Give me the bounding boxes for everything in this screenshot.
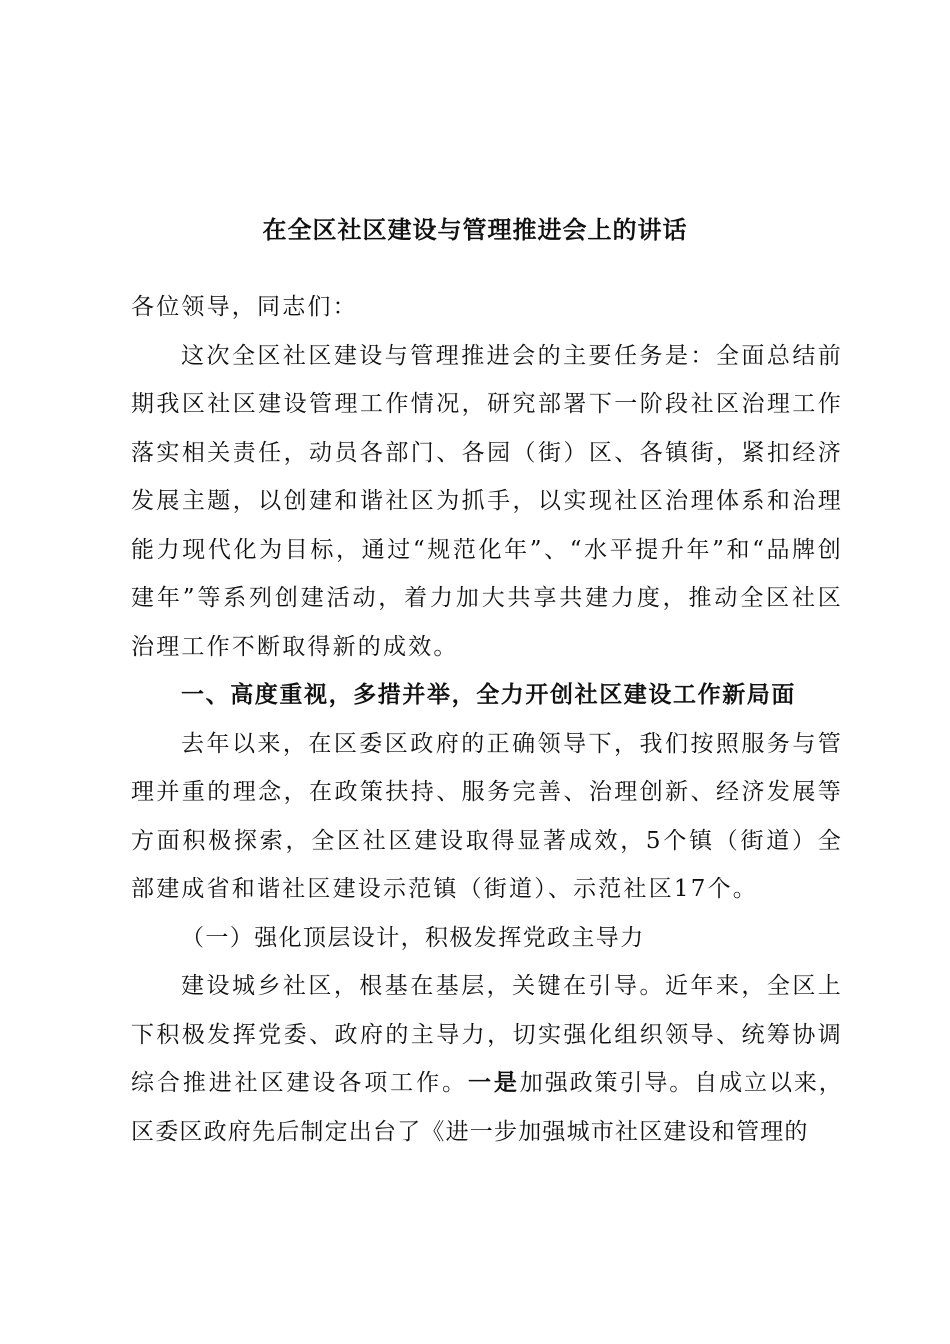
section-heading-1: 一、高度重视，多措并举，全力开创社区建设工作新局面	[181, 681, 796, 708]
document-body	[131, 283, 843, 1156]
subsection-1-text-end: 加强政策引导。自成立以来，区委区政府先后制定出台了《进一步加强城市社区建设和管理的	[131, 1070, 843, 1145]
document-title: 在全区社区建设与管理推进会上的讲话	[262, 215, 688, 244]
intro-paragraph: 这次全区社区建设与管理推进会的主要任务是：全面总结前期我区社区建设管理工作情况，研究部署下一阶段社区治理工作落实相关责任，动员各部门、各园（街）区、各镇街，紧扣经济发展主题，以创建和谐社区为抓手，以实现社区治理体系和治理能力现代化为目标，通过“规范化年”、“水平提升年”和“品牌创建年”等系列创建活动，着力加大共享共建力度，推动全区社区治理工作不断取得新的成效。	[131, 342, 843, 660]
section-1-paragraph: 去年以来，在区委区政府的正确领导下，我们按照服务与管理并重的理念，在政策扶持、服务完善、治理创新、经济发展等方面积极探索，全区社区建设取得显著成效，5个镇（街道）全部建成省和谐社区建设示范镇（街道）、示范社区17个。	[131, 730, 843, 902]
subsection-1-paragraph	[131, 962, 843, 1156]
subsection-heading-1: （一）强化顶层设计，积极发挥党政主导力	[181, 924, 645, 951]
subsection-1-emphasis: 一是	[467, 1069, 520, 1096]
subsection-1-text-start: 建设城乡社区，根基在基层，关键在引导。近年来，全区上下积极发挥党委、政府的主导力，切实强化组织领导、统筹协调综合推进社区建设各项工作。	[131, 973, 843, 1096]
salutation: 各位领导，同志们：	[131, 294, 358, 320]
